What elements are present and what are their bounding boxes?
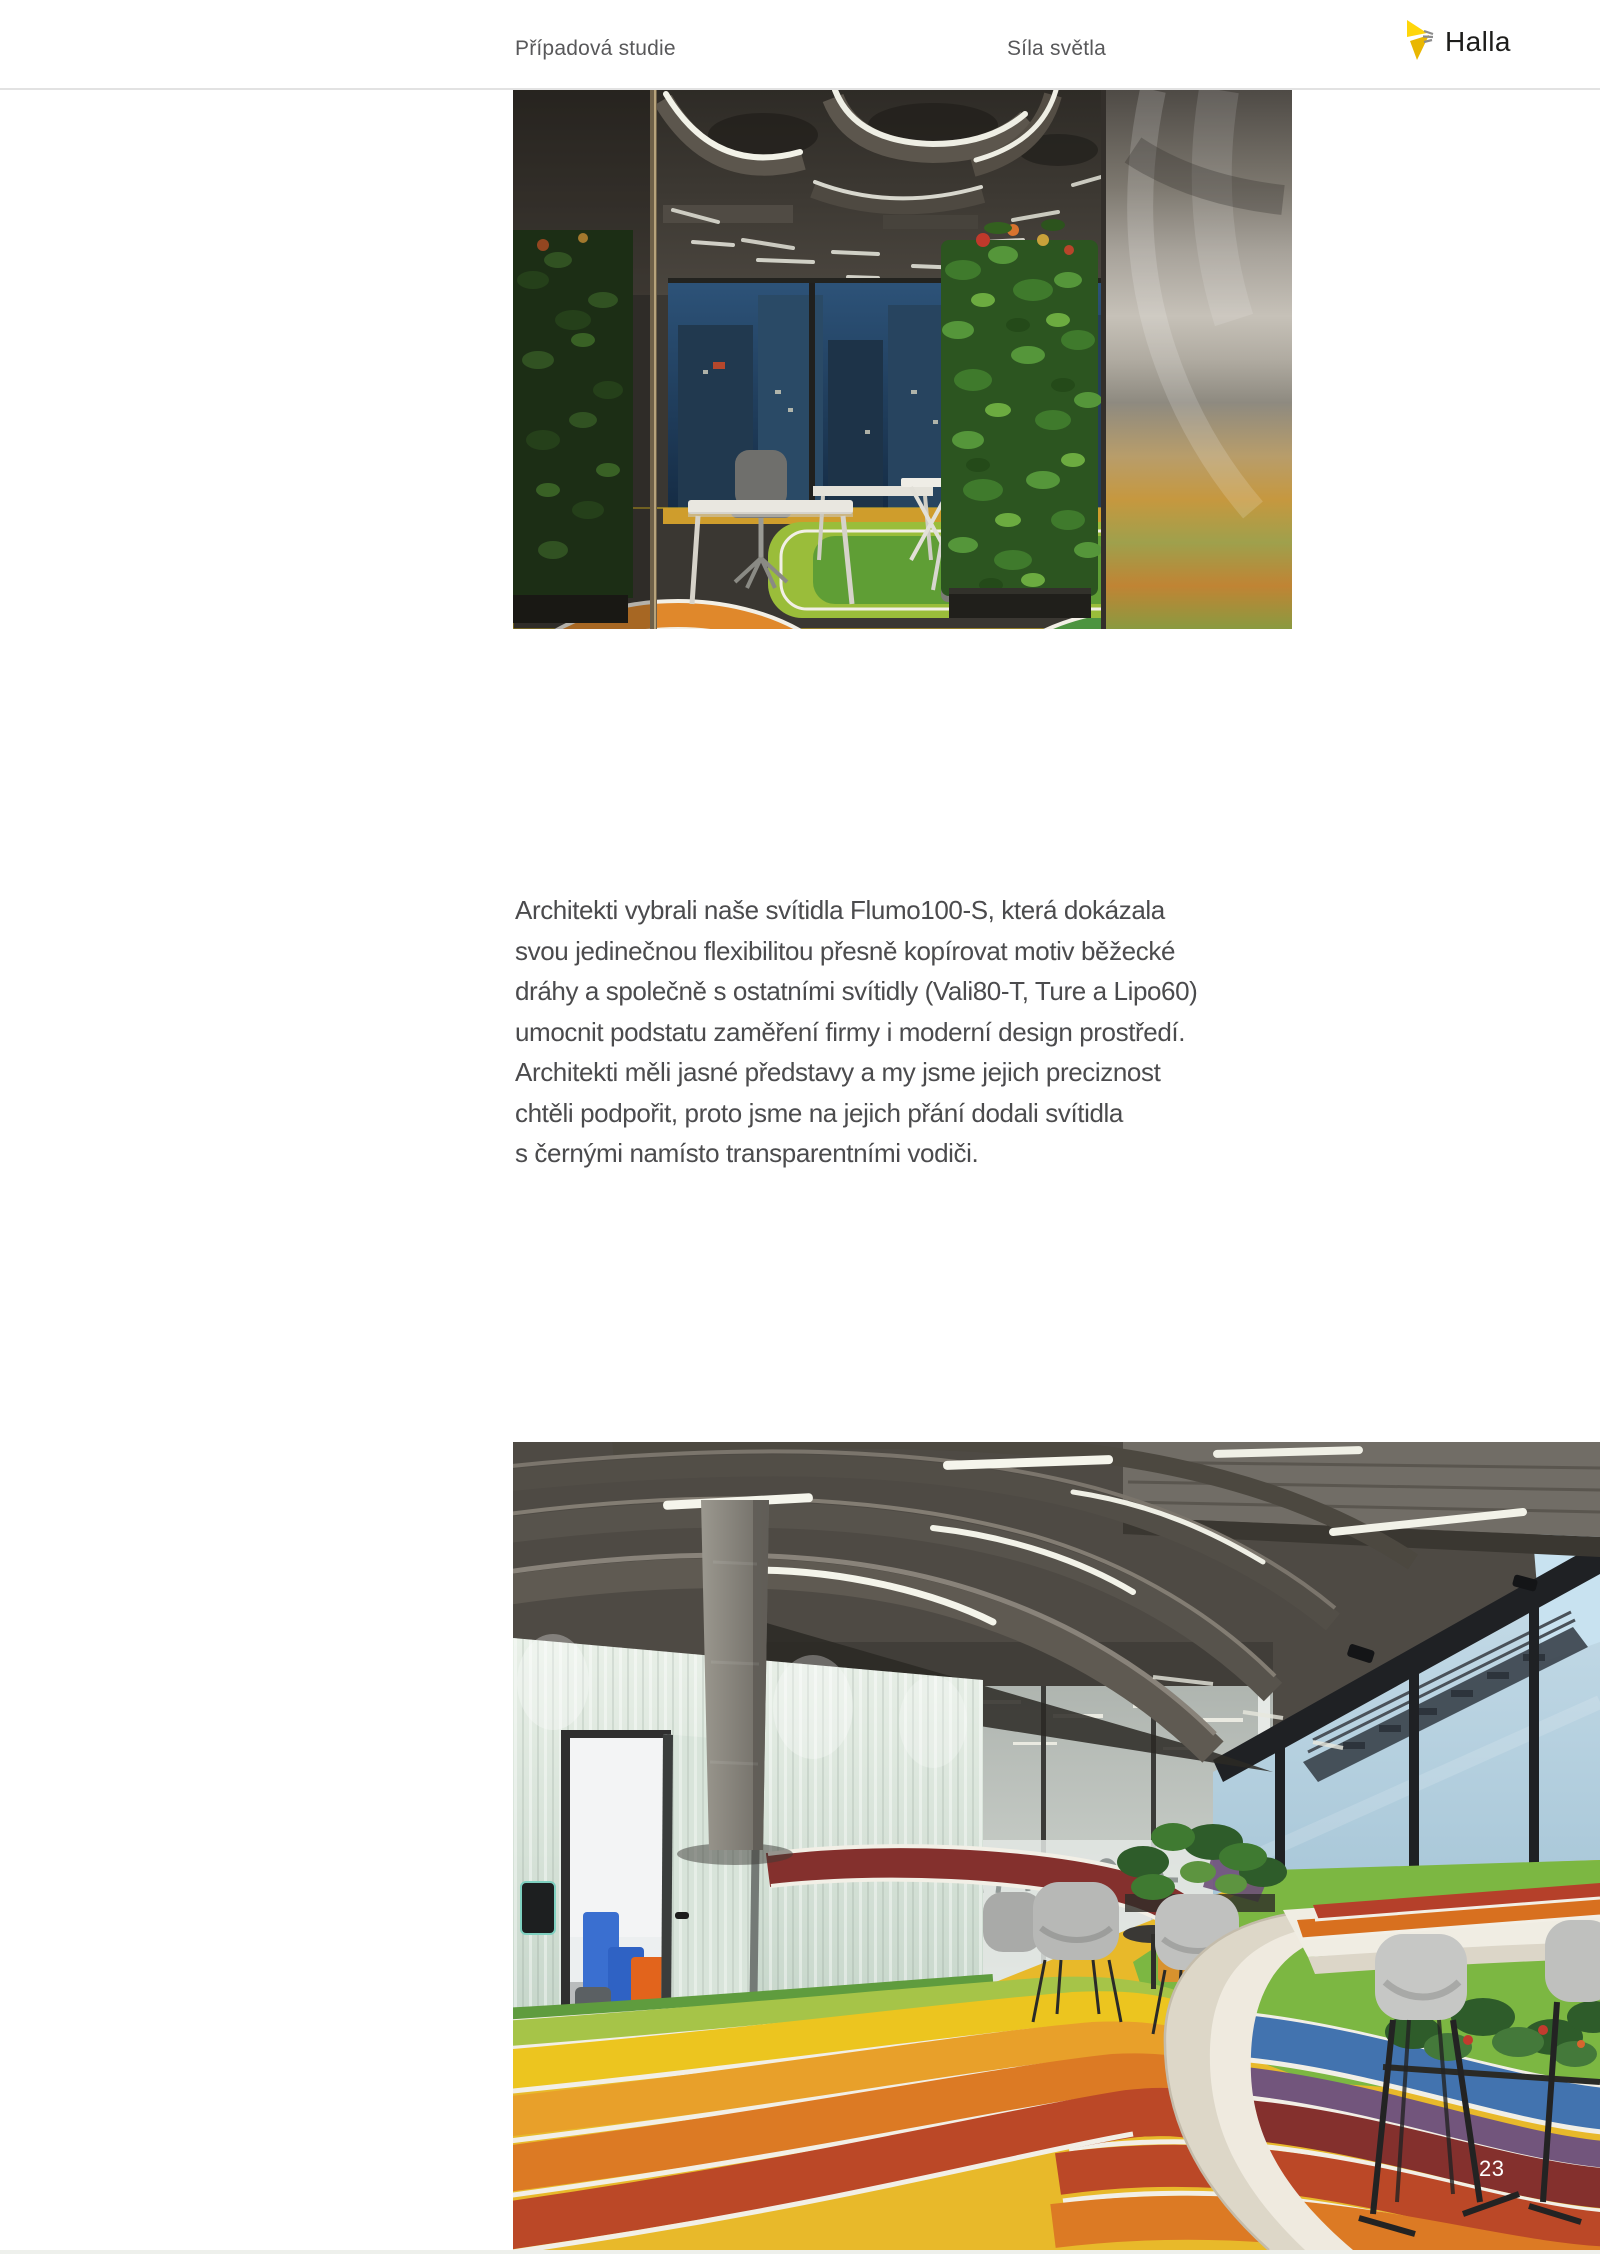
body-paragraph: [515, 890, 1197, 1174]
halla-logo: [1402, 16, 1511, 68]
header-left-label: Případová studie: [515, 37, 676, 60]
glass-partition: [513, 90, 657, 629]
paragraph-line: Architekti měli jasné představy a my jsme jejich preciznost: [515, 1057, 1161, 1087]
page-bottom-edge: [0, 2250, 1600, 2254]
header-center-label: Síla světla: [1006, 37, 1107, 60]
paragraph-line: umocnit podstatu zaměření firmy i moderní design prostředí.: [515, 1016, 1186, 1047]
top-office-photo: [513, 90, 1292, 629]
paragraph-line: Architekti vybrali naše svítidla Flumo100-S, která dokázala: [515, 895, 1165, 925]
halla-arrow-logo-icon: [1402, 18, 1436, 67]
paragraph-line: dráhy a společně s ostatními svítidly (Vali80-T, Ture a Lipo60): [515, 976, 1198, 1006]
halla-logo-text: Halla: [1445, 26, 1511, 57]
metallic-wall: [1101, 90, 1292, 629]
page-number: 23: [1479, 2156, 1505, 2181]
plant-wall-column: [941, 219, 1102, 618]
paragraph-line: svou jedinečnou flexibilitou přesně kopírovat motiv běžecké: [515, 935, 1176, 966]
paragraph-line: chtěli podpořit, proto jsme na jejich přání dodali svítidla: [515, 1097, 1123, 1128]
paragraph-line: s černými namísto transparentními vodiči.: [515, 1138, 979, 1168]
bottom-office-photo: [513, 1442, 1600, 2250]
